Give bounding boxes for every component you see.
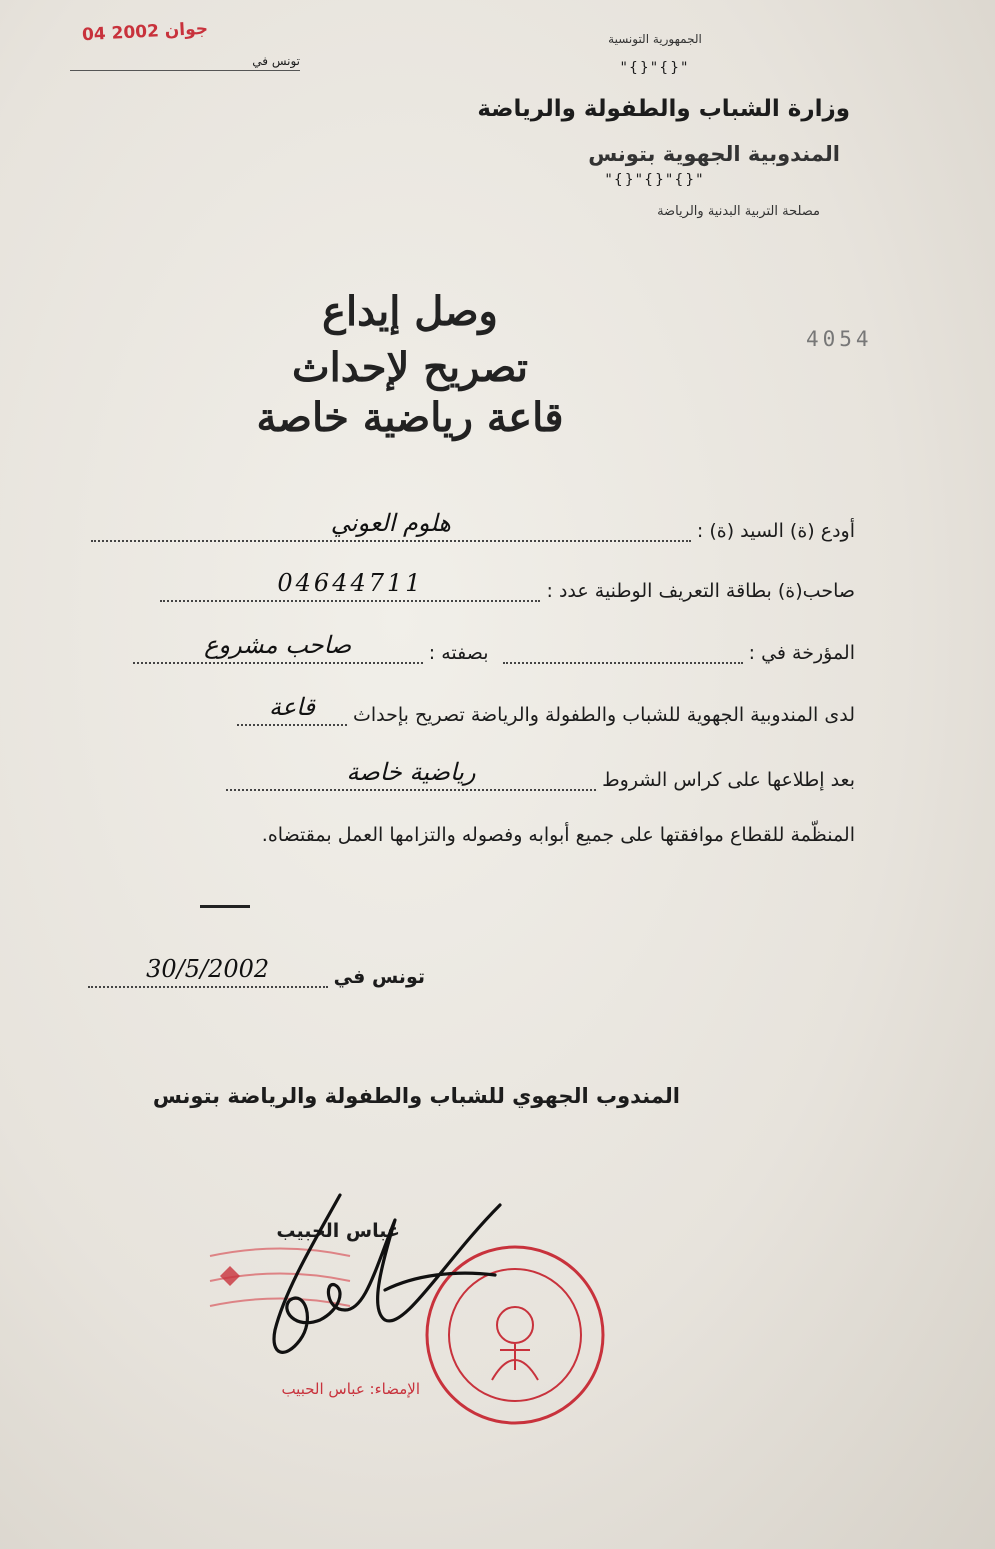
separator-dash (200, 905, 250, 908)
signer-name: عباس الحبيب (276, 1220, 400, 1242)
depositor-field: هلوم العوني (91, 506, 691, 542)
reference-number: 4054 (806, 327, 873, 351)
id-row (55, 566, 855, 610)
republic-heading: الجمهورية التونسية (608, 32, 702, 46)
id-field: 04644711 (160, 566, 540, 602)
declaration-row (55, 690, 855, 734)
date-field: 30/5/2002 (88, 952, 328, 988)
after-review-text: بعد إطلاعها على كراس الشروط (602, 769, 855, 791)
commission-heading: المندوبية الجهوية بتونس (588, 142, 840, 166)
declaration-field: قاعة (237, 690, 347, 726)
document-title-line-3: قاعة رياضية خاصة (256, 394, 564, 441)
handwritten-signature (245, 1180, 545, 1380)
depositor-row (55, 506, 855, 550)
decorative-line: "{}"{}" (620, 60, 690, 76)
id-label: صاحب(ة) بطاقة التعريف الوطنية عدد : (546, 580, 855, 602)
document-title-line-1: وصل إيداع (322, 288, 498, 335)
agreement-text: المنظّمة للقطاع موافقتها على جميع أبوابه وفصوله والتزامها العمل بمقتضاه. (261, 824, 855, 846)
signer-title: المندوب الجهوي للشباب والطفولة والرياضة بتونس (152, 1084, 680, 1108)
dated-capacity-row (55, 628, 855, 672)
declaration-label: لدى المندوبية الجهوية للشباب والطفولة والرياضة تصريح بإحداث (353, 704, 855, 726)
date-row (55, 952, 425, 996)
capacity-field: صاحب مشروع (133, 628, 423, 664)
received-date-stamp: 04 جوان 2002 (81, 18, 209, 46)
city-date-line: تونس في (70, 54, 300, 71)
decorative-line-2: "{}"{}"{}" (605, 172, 705, 188)
stamp-signature-line: الإمضاء: عباس الحبيب (281, 1380, 420, 1398)
depositor-label: أودع (ة) السيد (ة) : (696, 520, 855, 542)
service-heading: مصلحة التربية البدنية والرياضة (657, 204, 820, 219)
date-place-label: تونس في (333, 966, 425, 988)
review-row (55, 755, 855, 799)
dated-label: المؤرخة في : (748, 642, 855, 664)
dated-field (503, 628, 743, 664)
document-title-line-2: تصريح لإحداث (291, 344, 529, 391)
ministry-heading: وزارة الشباب والطفولة والرياضة (477, 96, 850, 122)
declaration-field-2: رياضية خاصة (226, 755, 596, 791)
capacity-label: بصفته : (428, 642, 489, 664)
